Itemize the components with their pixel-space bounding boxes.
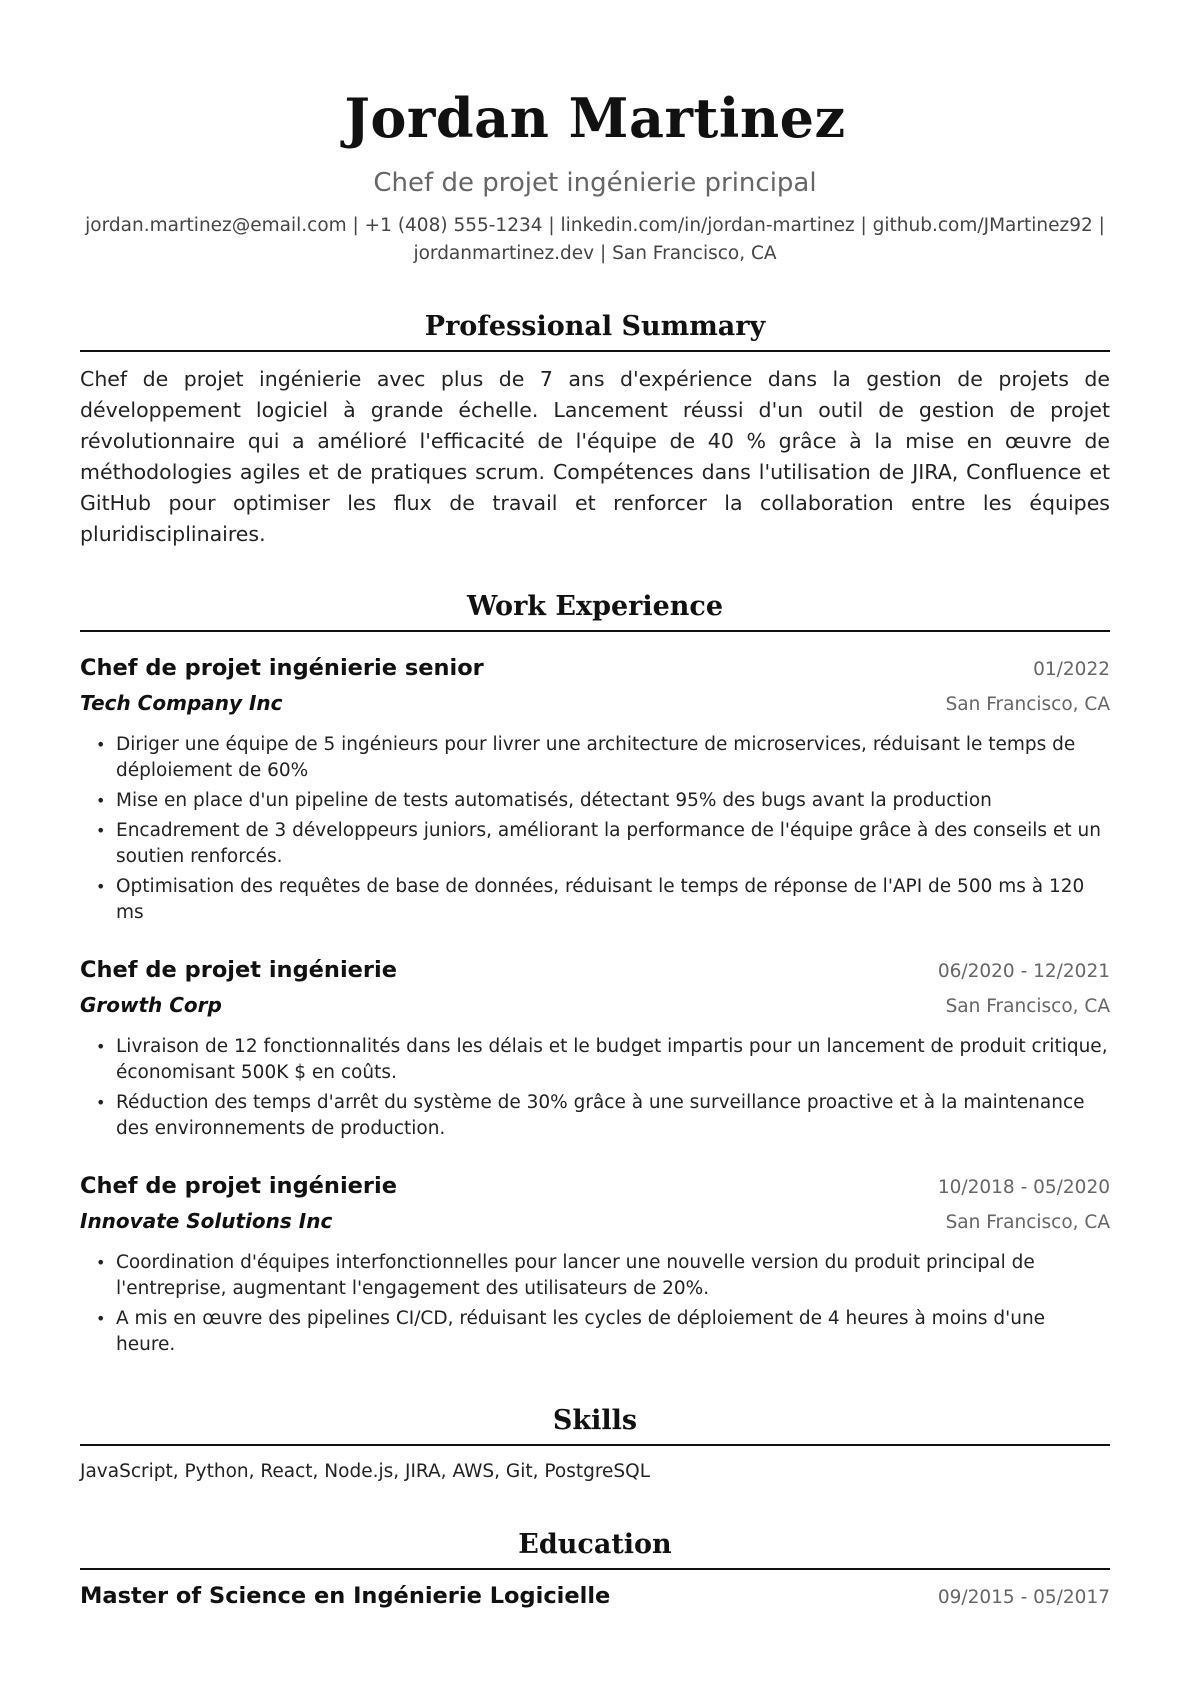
education-heading: Education bbox=[80, 1526, 1110, 1570]
job-title: Chef de projet ingénierie bbox=[80, 957, 397, 983]
candidate-name: Jordan Martinez bbox=[344, 86, 846, 150]
bullet-item: • Optimisation des requêtes de base de données, réduisant le temps de réponse de l'API de 500 ms à 120 ms bbox=[116, 874, 1110, 926]
job-title: Chef de projet ingénierie bbox=[80, 1173, 397, 1199]
bullet-item: • A mis en œuvre des pipelines CI/CD, réduisant les cycles de déploiement de 4 heures à moins d'une heure. bbox=[116, 1306, 1110, 1358]
work-experience-heading: Work Experience bbox=[80, 588, 1110, 632]
job-title: Chef de projet ingénierie senior bbox=[80, 655, 484, 681]
contact-line-2: jordanmartinez.dev | San Francisco, CA bbox=[413, 243, 777, 264]
education-date: 09/2015 - 05/2017 bbox=[937, 1587, 1110, 1608]
skills-text: JavaScript, Python, React, Node.js, JIRA, AWS, Git, PostgreSQL bbox=[80, 1461, 651, 1482]
bullet-item: • Diriger une équipe de 5 ingénieurs pour livrer une architecture de microservices, réduisant le temps de déploiement de 60% bbox=[116, 732, 1110, 784]
bullet-item: • Coordination d'équipes interfonctionnelles pour lancer une nouvelle version du produit principal de l'entreprise, augmentant l'engagement des utilisateurs de 20%. bbox=[116, 1250, 1110, 1302]
job-bullets bbox=[80, 732, 1110, 926]
job-location: San Francisco, CA bbox=[945, 996, 1110, 1017]
candidate-subtitle: Chef de projet ingénierie principal bbox=[373, 168, 817, 198]
summary-heading: Professional Summary bbox=[80, 308, 1110, 352]
job-bullets bbox=[80, 1034, 1110, 1142]
job-entry bbox=[80, 1170, 1110, 1358]
job-location: San Francisco, CA bbox=[945, 1212, 1110, 1233]
company-name: Tech Company Inc bbox=[80, 691, 283, 715]
bullet-item: • Livraison de 12 fonctionnalités dans les délais et le budget impartis pour un lancement de produit critique, économisant 500K $ en coûts. bbox=[116, 1034, 1110, 1086]
company-name: Innovate Solutions Inc bbox=[80, 1209, 333, 1233]
contact-line-1: jordan.martinez@email.com | +1 (408) 555-1234 | linkedin.com/in/jordan-martinez | github.com/JMartinez92 | bbox=[85, 215, 1105, 236]
job-date: 10/2018 - 05/2020 bbox=[937, 1177, 1110, 1198]
education-entry bbox=[80, 1580, 1110, 1614]
job-date: 01/2022 bbox=[1033, 659, 1110, 680]
job-bullets bbox=[80, 1250, 1110, 1358]
job-location: San Francisco, CA bbox=[945, 694, 1110, 715]
job-entry bbox=[80, 652, 1110, 926]
summary-text: Chef de projet ingénierie avec plus de 7 ans d'expérience dans la gestion de projets de développement logiciel à grande échelle. Lancement réussi d'un outil de gestion de projet révolutionnaire qui a amélioré l'efficacité de l'équipe de 40 % grâce à la mise en œuvre de méthodologies agiles et de pratiques scrum. Compétences dans l'utilisation de JIRA, Confluence et GitHub pour optimiser les flux de travail et renforcer la collaboration entre les équipes pluridisciplinaires. bbox=[80, 367, 1110, 546]
job-date: 06/2020 - 12/2021 bbox=[937, 961, 1110, 982]
skills-heading: Skills bbox=[80, 1402, 1110, 1446]
bullet-item: • Réduction des temps d'arrêt du système de 30% grâce à une surveillance proactive et à la maintenance des environnements de production. bbox=[116, 1090, 1110, 1142]
bullet-item: • Encadrement de 3 développeurs juniors, améliorant la performance de l'équipe grâce à des conseils et un soutien renforcés. bbox=[116, 818, 1110, 870]
contact-info bbox=[80, 212, 1110, 268]
company-name: Growth Corp bbox=[80, 993, 222, 1017]
job-entry bbox=[80, 954, 1110, 1142]
degree-title: Master of Science en Ingénierie Logicielle bbox=[80, 1583, 611, 1609]
bullet-item: • Mise en place d'un pipeline de tests automatisés, détectant 95% des bugs avant la production bbox=[116, 788, 1110, 814]
